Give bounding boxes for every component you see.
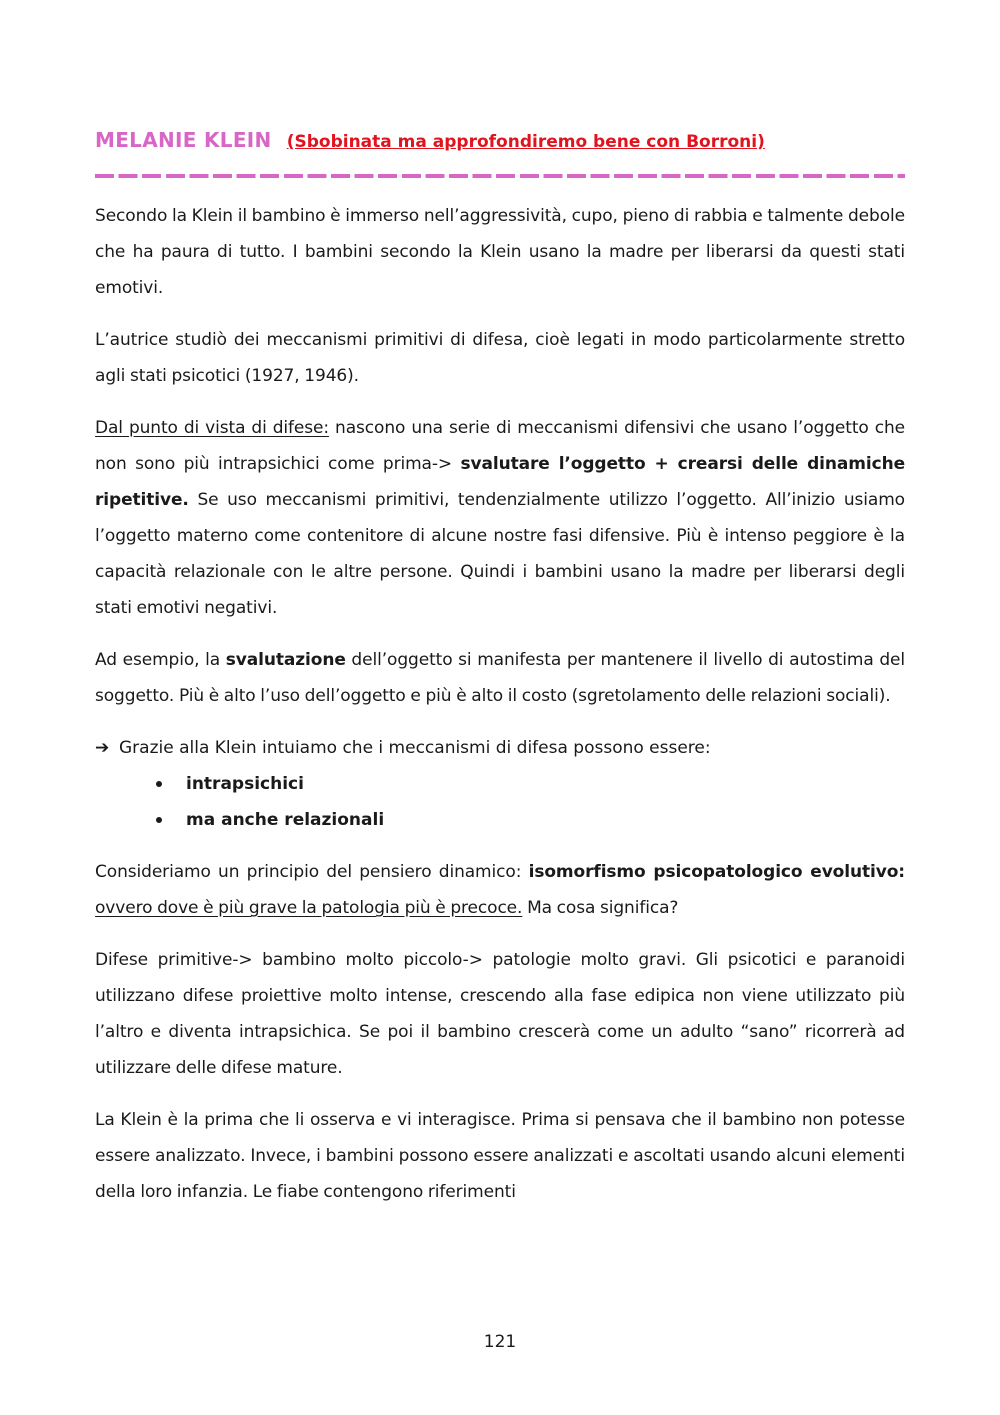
- paragraph-example: [95, 642, 905, 714]
- paragraph-defense-study: L’autrice studiò dei meccanismi primitivi di difesa, cioè legati in modo particolarmente stretto agli stati psicotici (1927, 1946).: [95, 330, 905, 386]
- paragraph-primitive-defenses: Difese primitive-> bambino molto piccolo-> patologie molto gravi. Gli psicotici e paranoidi utilizzano difese proiettive molto intense, crescendo alla fase edipica non viene utilizzato più l’altro e diventa intrapsichica. Se poi il bambino crescerà come un adulto “sano” ricorrerà ad utilizzare delle difese mature.: [95, 950, 905, 1078]
- paragraph-text: nascono una serie di meccanismi difensivi che usano l’oggetto che non sono più intrapsichici come prima->: [95, 418, 905, 474]
- document-page: [95, 118, 905, 1210]
- page-heading: [95, 118, 905, 158]
- heading-note: (Sbobinata ma approfondiremo bene con Borroni): [286, 132, 765, 152]
- page-number: 121: [483, 1332, 517, 1352]
- bullet-icon: [156, 817, 162, 823]
- bold-phrase: svalutazione: [225, 650, 346, 670]
- bullet-icon: [156, 781, 162, 787]
- underlined-phrase: Dal punto di vista di difese:: [95, 418, 330, 438]
- arrow-point-text: Grazie alla Klein intuiamo che i meccanismi di difesa possono essere:: [119, 738, 711, 758]
- dashed-divider: [95, 174, 905, 178]
- arrow-point: [95, 730, 905, 766]
- underlined-phrase: ovvero dove è più grave la patologia più è precoce.: [95, 898, 523, 918]
- paragraph-text: Ma cosa significa?: [522, 898, 679, 918]
- paragraph-text: Consideriamo un principio del pensiero dinamico:: [95, 862, 529, 882]
- paragraph-text: dell’oggetto si manifesta per mantenere il livello di autostima del soggetto. Più è alto l’uso dell’oggetto e più è alto il costo (sgretolamento delle relazioni sociali).: [95, 650, 905, 706]
- arrow-right-icon: ➔: [95, 738, 110, 758]
- heading-title: MELANIE KLEIN: [95, 128, 272, 152]
- paragraph-isomorphism: [95, 854, 905, 926]
- bold-phrase: isomorfismo psicopatologico evolutivo:: [528, 862, 905, 882]
- paragraph-klein-observation: La Klein è la prima che li osserva e vi interagisce. Prima si pensava che il bambino non potesse essere analizzato. Invece, i bambini possono essere analizzati e ascoltati usando alcuni elementi della loro infanzia. Le fiabe contengono riferimenti: [95, 1110, 905, 1202]
- list-item-label: ma anche relazionali: [186, 810, 385, 830]
- bold-phrase: svalutare l’oggetto + crearsi delle dinamiche ripetitive.: [95, 454, 905, 510]
- paragraph-intro: Secondo la Klein il bambino è immerso nell’aggressività, cupo, pieno di rabbia e talmente debole che ha paura di tutto. I bambini secondo la Klein usano la madre per liberarsi da questi stati emotivi.: [95, 206, 905, 298]
- list-item-label: intrapsichici: [186, 774, 304, 794]
- paragraph-text: Se uso meccanismi primitivi, tendenzialmente utilizzo l’oggetto. All’inizio usiamo l’oggetto materno come contenitore di alcune nostre fasi difensive. Più è intenso peggiore è la capacità relazionale con le altre persone. Quindi i bambini usano la madre per liberarsi degli stati emotivi negativi.: [95, 490, 905, 618]
- list-item: [95, 766, 905, 802]
- list-item: [95, 802, 905, 838]
- paragraph-text: Ad esempio, la: [95, 650, 226, 670]
- paragraph-defense-view: [95, 410, 905, 626]
- bullet-list: [95, 766, 905, 838]
